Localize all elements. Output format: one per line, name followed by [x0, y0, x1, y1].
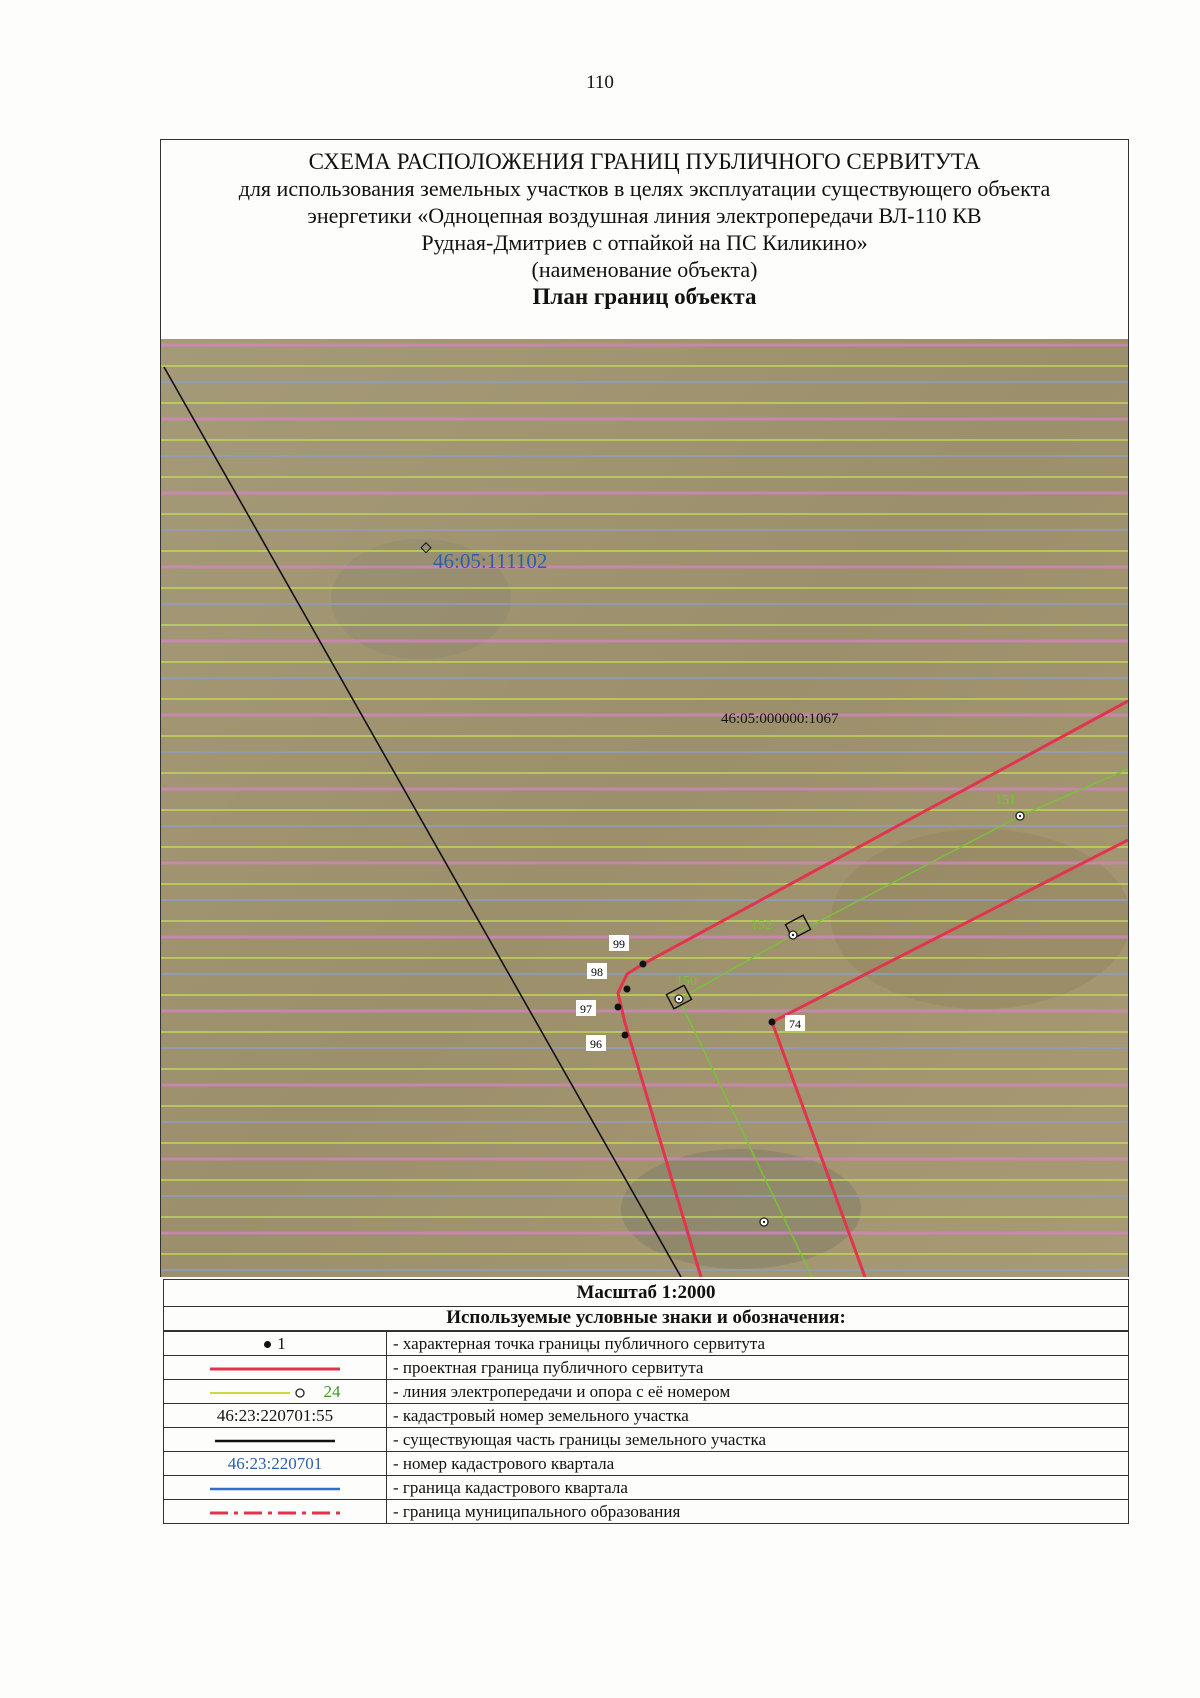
field-patch: [831, 829, 1128, 1009]
header-box: [160, 139, 1129, 340]
power-line-pole-icon: [210, 1387, 320, 1399]
legend-table: [163, 1331, 1129, 1524]
dash-dot-line-icon: [210, 1509, 340, 1517]
parcel-number-label: 46:05:000000:1067: [721, 711, 839, 727]
point-label: 98: [591, 965, 603, 979]
legend-row: [164, 1476, 1129, 1500]
scheme-subtitle-line-2: для использования земельных участков в целях эксплуатации существующего объекта: [238, 176, 1051, 201]
legend-symbol: [164, 1356, 387, 1380]
legend-symbol: 24: [164, 1380, 387, 1404]
scheme-subtitle-line-4: Рудная-Дмитриев с отпайкой на ПС Киликино»: [421, 230, 868, 255]
blue-line-icon: [210, 1485, 340, 1493]
scheme-sheet: [160, 139, 1129, 1539]
legend-title: Используемые условные знаки и обозначения:: [163, 1306, 1129, 1331]
legend-symbol: 1: [164, 1332, 387, 1356]
aerial-photo-background: [161, 339, 1128, 1277]
map-frame[interactable]: [160, 339, 1129, 1277]
pole-unlabeled[interactable]: [760, 1218, 768, 1226]
legend-text: - номер кадастрового квартала: [387, 1452, 1129, 1476]
legend-text: - линия электропередачи и опора с её номером: [387, 1380, 1129, 1404]
legend-text: - кадастровый номер земельного участка: [387, 1404, 1129, 1428]
page-number: 110: [586, 72, 614, 93]
legend-row: [164, 1452, 1129, 1476]
plan-title: План границ объекта: [532, 284, 757, 309]
point-label: 99: [613, 937, 625, 951]
legend-row: [164, 1428, 1129, 1452]
legend-text: - характерная точка границы публичного сервитута: [387, 1332, 1129, 1356]
legend-symbol: [164, 1428, 387, 1452]
red-line-icon: [210, 1365, 340, 1373]
point-label: 74: [789, 1017, 801, 1031]
cadastral-quarter-label: 46:05:111102: [433, 549, 548, 573]
boundary-point-icon: [264, 1341, 271, 1348]
legend-row: [164, 1500, 1129, 1524]
legend-text: - проектная граница публичного сервитута: [387, 1356, 1129, 1380]
legend-symbol: 46:23:220701: [164, 1452, 387, 1476]
black-line-icon: [215, 1437, 335, 1445]
legend-text: - существующая часть границы земельного участка: [387, 1428, 1129, 1452]
legend-row: [164, 1404, 1129, 1428]
scale-label: Масштаб 1:2000: [163, 1279, 1129, 1307]
map-canvas[interactable]: [161, 339, 1128, 1277]
scheme-title: СХЕМА РАСПОЛОЖЕНИЯ ГРАНИЦ ПУБЛИЧНОГО СЕРВИТУТА: [308, 149, 981, 174]
point-label: 96: [590, 1037, 602, 1051]
legend-row: [164, 1380, 1129, 1404]
legend-text: - граница муниципального образования: [387, 1500, 1129, 1524]
legend-symbol: 46:23:220701:55: [164, 1404, 387, 1428]
object-name-caption: (наименование объекта): [531, 257, 758, 282]
legend-text: - граница кадастрового квартала: [387, 1476, 1129, 1500]
legend-row: [164, 1356, 1129, 1380]
point-label: 97: [580, 1002, 592, 1016]
legend-row: [164, 1332, 1129, 1356]
legend-symbol: [164, 1476, 387, 1500]
scheme-subtitle-line-3: энергетики «Одноцепная воздушная линия электропередачи ВЛ-110 КВ: [307, 203, 982, 228]
legend-symbol: [164, 1500, 387, 1524]
pole-label: 151: [995, 793, 1016, 808]
pole-label: 152: [751, 918, 772, 933]
pole-label: 150: [676, 974, 697, 989]
